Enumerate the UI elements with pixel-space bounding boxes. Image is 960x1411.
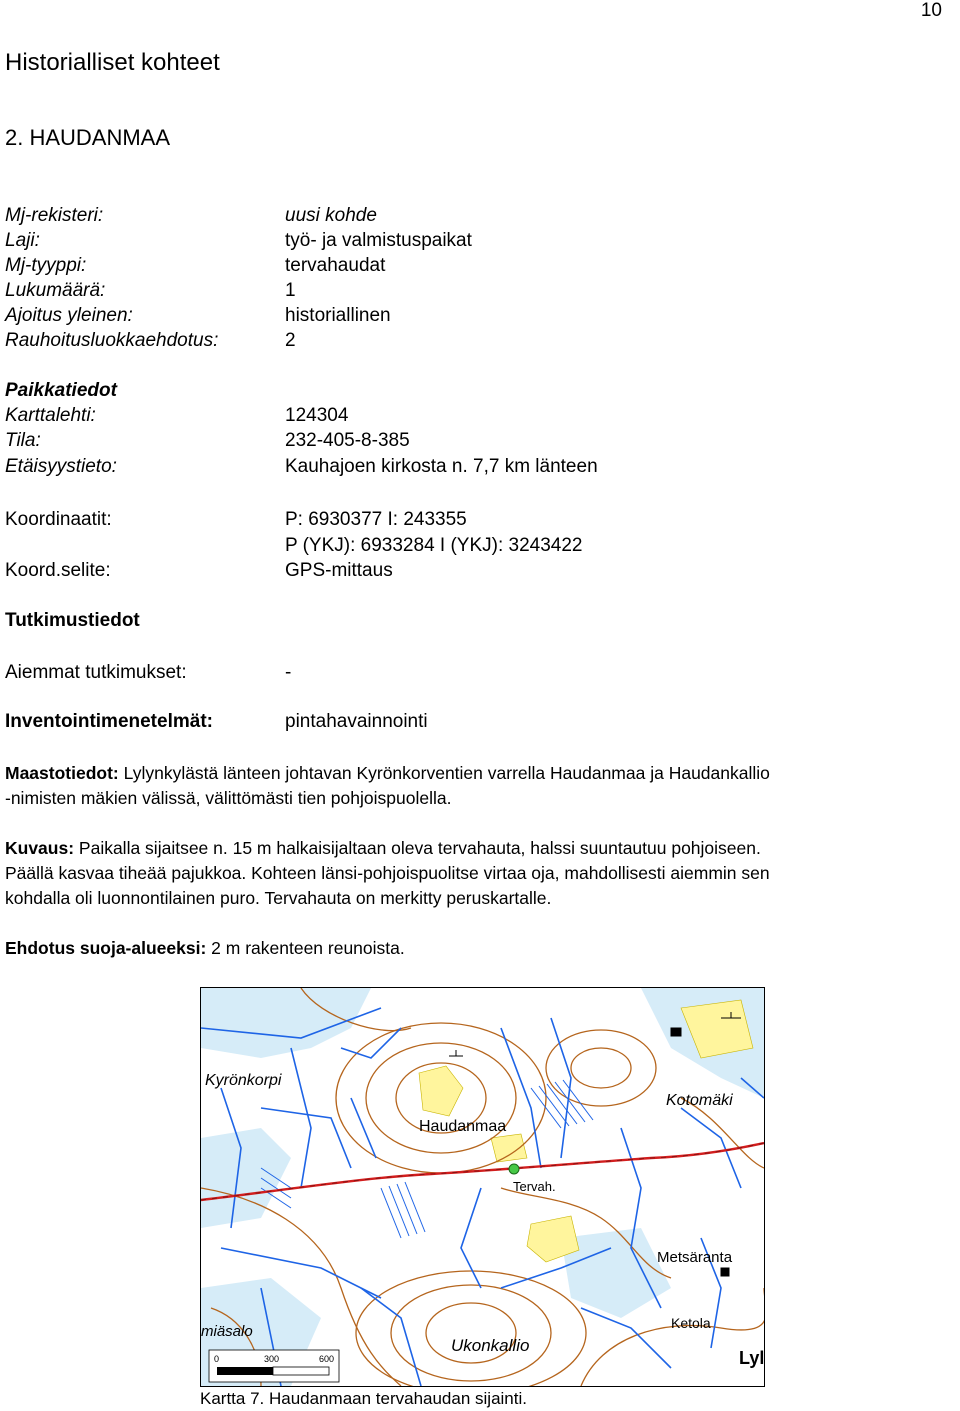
tila-label: Tila: — [5, 430, 41, 451]
maastotiedot-line-2: -nimisten mäkien välissä, välittömästi tien pohjoispuolella. — [5, 788, 452, 808]
registry-value-laji: työ- ja valmistuspaikat — [285, 230, 472, 251]
registry-label-laji: Laji: — [5, 230, 40, 251]
registry-value-rauhoitusluokka: 2 — [285, 330, 296, 351]
map-label-haudanmaa: Haudanmaa — [419, 1118, 507, 1135]
registry-value-lukumaara: 1 — [285, 280, 296, 301]
koord-selite-value: GPS-mittaus — [285, 560, 393, 581]
ehdotus-value: 2 m rakenteen reunoista. — [206, 938, 405, 958]
topographic-map — [200, 987, 765, 1387]
ehdotus-label: Ehdotus suoja-alueeksi: — [5, 938, 207, 958]
maastotiedot-text-1: Lylynkylästä länteen johtavan Kyrönkorventien varrella Haudanmaa ja Haudankallio — [118, 763, 770, 783]
map-label-kotomaki: Kotomäki — [666, 1092, 733, 1109]
etaisyys-label: Etäisyystieto: — [5, 456, 117, 477]
karttalehti-label: Karttalehti: — [5, 405, 96, 426]
location-heading: Paikkatiedot — [5, 380, 117, 401]
kuvaus-line-2: Päällä kasvaa tiheää pajukkoa. Kohteen länsi-pohjoispuolitse virtaa oja, mahdollisesti aiemmin sen — [5, 863, 770, 883]
page-number: 10 — [920, 0, 942, 21]
research-heading: Tutkimustiedot — [5, 610, 140, 631]
registry-value-mj-rekisteri: uusi kohde — [285, 205, 377, 226]
aiemmat-value: - — [285, 662, 292, 683]
road — [201, 1143, 764, 1200]
inventointi-label: Inventointimenetelmät: — [5, 711, 213, 732]
scale-label-600: 600 — [319, 1354, 335, 1364]
registry-value-mj-tyyppi: tervahaudat — [285, 255, 386, 276]
page-title: Historialliset kohteet — [5, 49, 220, 76]
koord-selite-label: Koord.selite: — [5, 560, 111, 581]
map-label-ketola: Ketola — [671, 1315, 711, 1331]
kuvaus-line-1 — [5, 837, 761, 859]
registry-label-rauhoitusluokka: Rauhoitusluokkaehdotus: — [5, 330, 219, 351]
scale-label-0: 0 — [214, 1354, 220, 1364]
site-marker — [509, 1164, 519, 1174]
map-scale-bar — [209, 1350, 339, 1382]
scale-label-300: 300 — [264, 1354, 280, 1364]
maastotiedot-label: Maastotiedot: — [5, 763, 119, 783]
etaisyys-value: Kauhajoen kirkosta n. 7,7 km länteen — [285, 456, 598, 477]
map-label-ukonkallio: Ukonkallio — [451, 1336, 530, 1355]
registry-label-ajoitus: Ajoitus yleinen: — [5, 305, 133, 326]
koordinaatit-value-1: P: 6930377 I: 243355 — [285, 509, 467, 530]
map-label-miasalo: miäsalo — [201, 1323, 253, 1340]
ehdotus-line — [5, 937, 405, 959]
kuvaus-label: Kuvaus: — [5, 838, 75, 858]
map-label-tervah: Tervah. — [513, 1179, 556, 1194]
map-label-lyl: Lyl — [739, 1348, 764, 1368]
kuvaus-line-3: kohdalla oli luonnontilainen puro. Tervahauta on merkitty peruskartalle. — [5, 888, 552, 908]
registry-value-ajoitus: historiallinen — [285, 305, 391, 326]
registry-label-mj-tyyppi: Mj-tyyppi: — [5, 255, 87, 276]
aiemmat-label: Aiemmat tutkimukset: — [5, 662, 187, 683]
map-caption: Kartta 7. Haudanmaan tervahaudan sijainti. — [200, 1389, 527, 1408]
kuvaus-text-1: Paikalla sijaitsee n. 15 m halkaisijaltaan oleva tervahauta, halssi suuntautuu pohjoiseen. — [74, 838, 761, 858]
inventointi-value: pintahavainnointi — [285, 711, 428, 732]
map-label-kyronkorpi: Kyrönkorpi — [205, 1072, 282, 1089]
maastotiedot-line-1 — [5, 762, 770, 784]
site-heading: 2. HAUDANMAA — [5, 125, 171, 150]
tila-value: 232-405-8-385 — [285, 430, 410, 451]
karttalehti-value: 124304 — [285, 405, 349, 426]
registry-label-lukumaara: Lukumäärä: — [5, 280, 106, 301]
koordinaatit-value-2: P (YKJ): 6933284 I (YKJ): 3243422 — [285, 535, 583, 556]
map-graphic — [201, 988, 764, 1386]
koordinaatit-label: Koordinaatit: — [5, 509, 112, 530]
registry-label-mj-rekisteri: Mj-rekisteri: — [5, 205, 104, 226]
map-label-metsaranta: Metsäranta — [657, 1249, 733, 1266]
